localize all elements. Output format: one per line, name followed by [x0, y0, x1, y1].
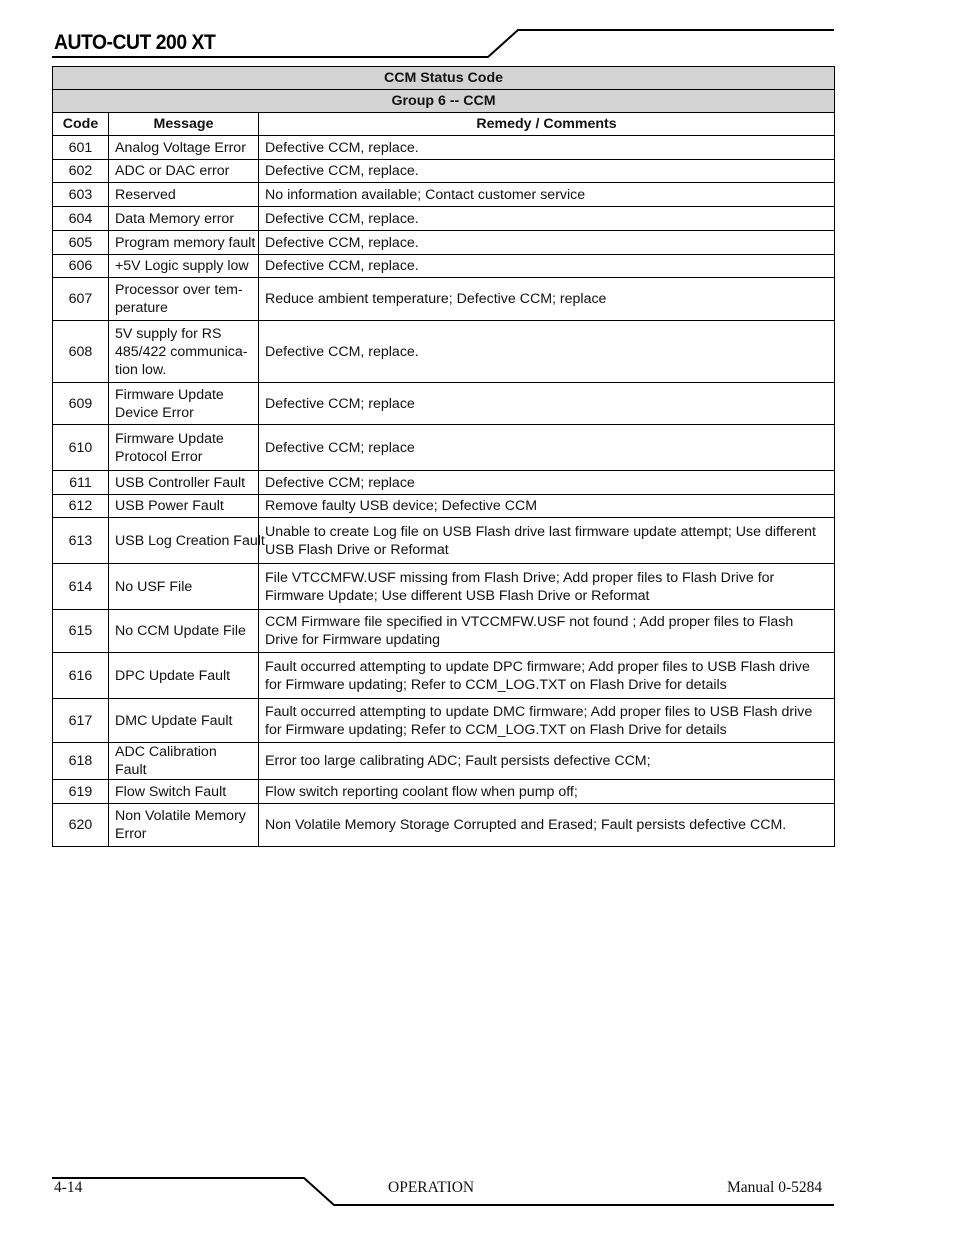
- row-remedy: Unable to create Log file on USB Flash drive last firmware update attempt; Use different USB Flash Drive or Reformat: [259, 518, 835, 564]
- row-message: Data Memory error: [109, 207, 259, 231]
- row-message: Analog Voltage Error: [109, 136, 259, 160]
- row-code: 613: [53, 518, 109, 564]
- row-remedy: Non Volatile Memory Storage Corrupted and Erased; Fault persists defective CCM.: [259, 804, 835, 847]
- row-code: 608: [53, 321, 109, 383]
- row-remedy: Defective CCM; replace: [259, 471, 835, 495]
- row-remedy: Defective CCM; replace: [259, 383, 835, 425]
- row-remedy: Defective CCM, replace.: [259, 231, 835, 255]
- row-message: +5V Logic supply low: [109, 255, 259, 278]
- row-message: USB Controller Fault: [109, 471, 259, 495]
- table-title: CCM Status Code: [53, 67, 835, 90]
- row-message: ADC or DAC error: [109, 160, 259, 183]
- row-code: 614: [53, 564, 109, 610]
- row-code: 610: [53, 425, 109, 471]
- row-code: 602: [53, 160, 109, 183]
- row-message: DPC Update Fault: [109, 653, 259, 699]
- row-code: 615: [53, 610, 109, 653]
- row-message: Reserved: [109, 183, 259, 207]
- row-code: 604: [53, 207, 109, 231]
- column-header-message: Message: [109, 113, 259, 136]
- page-title: AUTO-CUT 200 XT: [54, 31, 216, 54]
- row-message: ADC Calibration Fault: [109, 743, 259, 780]
- row-remedy: Flow switch reporting coolant flow when pump off;: [259, 780, 835, 804]
- row-message: 5V supply for RS 485/422 communica-tion low.: [109, 321, 259, 383]
- row-message: Firmware Update Device Error: [109, 383, 259, 425]
- row-remedy: Defective CCM, replace.: [259, 321, 835, 383]
- row-remedy: Reduce ambient temperature; Defective CCM; replace: [259, 278, 835, 321]
- row-code: 607: [53, 278, 109, 321]
- row-code: 617: [53, 699, 109, 743]
- column-header-code: Code: [53, 113, 109, 136]
- row-code: 618: [53, 743, 109, 780]
- row-remedy: No information available; Contact customer service: [259, 183, 835, 207]
- row-message: USB Log Creation Fault: [109, 518, 259, 564]
- row-code: 609: [53, 383, 109, 425]
- row-code: 616: [53, 653, 109, 699]
- row-message: Processor over tem-perature: [109, 278, 259, 321]
- row-code: 606: [53, 255, 109, 278]
- row-code: 611: [53, 471, 109, 495]
- row-code: 605: [53, 231, 109, 255]
- row-remedy: Defective CCM; replace: [259, 425, 835, 471]
- row-message: Program memory fault: [109, 231, 259, 255]
- table-group: Group 6 -- CCM: [53, 90, 835, 113]
- footer-section: OPERATION: [388, 1179, 475, 1196]
- row-message: USB Power Fault: [109, 495, 259, 518]
- row-remedy: Remove faulty USB device; Defective CCM: [259, 495, 835, 518]
- footer-page-number: 4-14: [54, 1179, 83, 1196]
- row-code: 601: [53, 136, 109, 160]
- row-message: No CCM Update File: [109, 610, 259, 653]
- row-remedy: Fault occurred attempting to update DPC firmware; Add proper files to USB Flash drive for Firmware updating; Refer to CCM_LOG.TXT on Flash Drive for details: [259, 653, 835, 699]
- row-message: DMC Update Fault: [109, 699, 259, 743]
- row-remedy: Defective CCM, replace.: [259, 136, 835, 160]
- row-message: Non Volatile Memory Error: [109, 804, 259, 847]
- row-message: Firmware Update Protocol Error: [109, 425, 259, 471]
- row-remedy: Defective CCM, replace.: [259, 207, 835, 231]
- row-message: No USF File: [109, 564, 259, 610]
- row-remedy: Defective CCM, replace.: [259, 255, 835, 278]
- column-header-remedy: Remedy / Comments: [259, 113, 835, 136]
- footer-manual-number: Manual 0-5284: [727, 1179, 823, 1196]
- row-remedy: CCM Firmware file specified in VTCCMFW.USF not found ; Add proper files to Flash Drive for Firmware updating: [259, 610, 835, 653]
- row-remedy: Fault occurred attempting to update DMC firmware; Add proper files to USB Flash drive for Firmware updating; Refer to CCM_LOG.TXT on Flash Drive for details: [259, 699, 835, 743]
- row-remedy: Error too large calibrating ADC; Fault persists defective CCM;: [259, 743, 835, 780]
- row-code: 603: [53, 183, 109, 207]
- row-code: 620: [53, 804, 109, 847]
- row-remedy: File VTCCMFW.USF missing from Flash Drive; Add proper files to Flash Drive for Firmware Update; Use different USB Flash Drive or Reformat: [259, 564, 835, 610]
- row-code: 612: [53, 495, 109, 518]
- row-remedy: Defective CCM, replace.: [259, 160, 835, 183]
- row-message: Flow Switch Fault: [109, 780, 259, 804]
- row-code: 619: [53, 780, 109, 804]
